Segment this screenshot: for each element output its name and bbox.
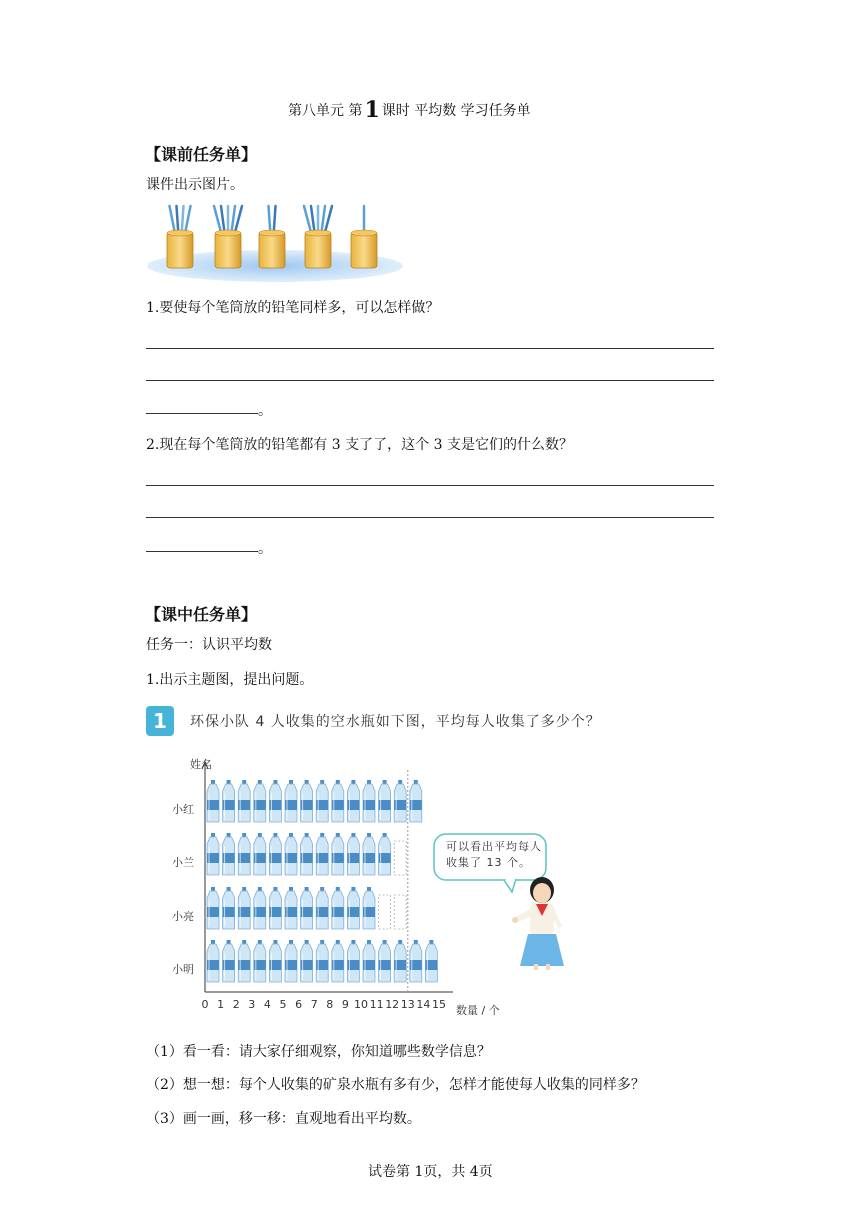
bottle (332, 833, 344, 875)
cup-rim (351, 230, 377, 236)
bottle (347, 940, 359, 982)
sub-question-2: （2）想一想：每个人收集的矿泉水瓶有多有少，怎样才能使每人收集的同样多？ (146, 1077, 645, 1093)
bottle (379, 780, 391, 822)
sub-question-1: （1）看一看：请大家仔细观察，你知道哪些数学信息？ (146, 1044, 491, 1060)
name-label: 小兰 (172, 856, 194, 869)
answer-line[interactable] (146, 380, 714, 381)
bottle (238, 833, 250, 875)
speech-text-1: 可以看出平均每人 (446, 840, 542, 853)
bottle (347, 780, 359, 822)
x-tick-label: 12 (385, 998, 400, 1011)
answer-line[interactable] (146, 485, 714, 486)
bottle (363, 780, 375, 822)
cup-body (305, 232, 331, 268)
bottle (301, 940, 313, 982)
x-tick-label: 11 (369, 998, 384, 1011)
name-label: 小亮 (172, 910, 194, 923)
x-tick-label: 15 (432, 998, 446, 1011)
bottle (379, 833, 391, 875)
bottle (347, 833, 359, 875)
bottle (207, 780, 219, 822)
x-tick-label: 10 (354, 998, 368, 1011)
empty-bottle-slot (379, 895, 391, 929)
x-tick-label: 7 (310, 998, 318, 1011)
bottle (363, 887, 375, 929)
bottle (347, 887, 359, 929)
bottle-chart (195, 760, 455, 1020)
name-label: 小明 (172, 963, 194, 976)
bottle (410, 780, 422, 822)
bottle (285, 940, 297, 982)
bottle (394, 780, 406, 822)
x-tick-label: 9 (341, 998, 349, 1011)
bottle (332, 887, 344, 929)
bottle (285, 780, 297, 822)
x-axis-label: 数量 / 个 (456, 1004, 500, 1017)
cup-body (215, 232, 241, 268)
x-tick-label: 2 (232, 998, 240, 1011)
x-tick-label: 6 (295, 998, 303, 1011)
x-tick-label: 0 (201, 998, 209, 1011)
cup-body (351, 232, 377, 268)
bottle (316, 833, 328, 875)
pencil-cup (259, 206, 285, 268)
bottle (425, 940, 437, 982)
bottle (285, 887, 297, 929)
period: 。 (258, 541, 272, 557)
x-tick-label: 13 (400, 998, 415, 1011)
bottle (332, 940, 344, 982)
speech-text-2: 收集了 13 个。 (446, 856, 531, 869)
page-title: 第八单元 第1 课时 平均数 学习任务单 (288, 97, 531, 123)
bottle (379, 940, 391, 982)
empty-bottle-slot (394, 895, 406, 929)
bottle (269, 833, 281, 875)
x-tick-label: 4 (263, 998, 271, 1011)
bottle (238, 780, 250, 822)
bottle (207, 833, 219, 875)
bottle (254, 887, 266, 929)
bottle (363, 940, 375, 982)
bottle (316, 940, 328, 982)
bottle (269, 780, 281, 822)
pre-class-intro: 课件出示图片。 (146, 177, 244, 193)
x-tick-label: 14 (416, 998, 431, 1011)
pencil-cup (351, 206, 377, 268)
girl-illustration (508, 876, 570, 972)
name-label: 小红 (172, 803, 194, 816)
cup-body (167, 232, 193, 268)
bottle (332, 780, 344, 822)
bottle (269, 887, 281, 929)
bottle (301, 833, 313, 875)
answer-line[interactable] (146, 413, 258, 414)
y-axis-label: 姓名 (190, 758, 212, 771)
bottle (301, 780, 313, 822)
question-2: 2.现在每个笔筒放的铅笔都有 3 支了了，这个 3 支是它们的什么数？ (146, 437, 573, 453)
bottle (394, 940, 406, 982)
sub-question-3: （3）画一画，移一移：直观地看出平均数。 (146, 1111, 421, 1127)
problem-number-badge: 1 (146, 706, 174, 736)
bottle (223, 940, 235, 982)
pencil-cup (214, 206, 242, 268)
bottle (269, 940, 281, 982)
answer-line[interactable] (146, 348, 714, 349)
cup-rim (215, 230, 241, 236)
question-1: 1.要使每个笔筒放的铅笔同样多，可以怎样做？ (146, 300, 440, 316)
bottle (223, 887, 235, 929)
bottle (223, 833, 235, 875)
bottle (316, 887, 328, 929)
step-1: 1.出示主题图，提出问题。 (146, 672, 314, 688)
bottle (285, 833, 297, 875)
bottle (238, 940, 250, 982)
pre-class-heading: 【课前任务单】 (145, 145, 258, 164)
bottle (207, 940, 219, 982)
answer-line[interactable] (146, 517, 714, 518)
answer-line[interactable] (146, 551, 258, 552)
bottle (301, 887, 313, 929)
x-tick-label: 8 (326, 998, 334, 1011)
bottle (254, 780, 266, 822)
bottle (363, 833, 375, 875)
bottle (254, 940, 266, 982)
x-tick-label: 1 (217, 998, 225, 1011)
cup-rim (259, 230, 285, 236)
page-footer: 试卷第 1页，共 4页 (368, 1164, 493, 1180)
cup-rim (305, 230, 331, 236)
pencil-cup (167, 206, 193, 268)
pencil-cups-image (145, 202, 410, 286)
bottle (223, 780, 235, 822)
bottle (410, 940, 422, 982)
task-1-title: 任务一：认识平均数 (146, 637, 272, 653)
cup-body (259, 232, 285, 268)
bottle (207, 887, 219, 929)
pencil-cup (304, 206, 332, 268)
cup-rim (167, 230, 193, 236)
empty-bottle-slot (394, 841, 406, 875)
period: 。 (258, 403, 272, 419)
bottle (238, 887, 250, 929)
bottle (254, 833, 266, 875)
x-tick-label: 5 (279, 998, 287, 1011)
bottle (316, 780, 328, 822)
in-class-heading: 【课中任务单】 (145, 605, 258, 624)
problem-text: 环保小队 4 人收集的空水瓶如下图，平均每人收集了多少个？ (190, 714, 601, 730)
x-tick-label: 3 (248, 998, 256, 1011)
